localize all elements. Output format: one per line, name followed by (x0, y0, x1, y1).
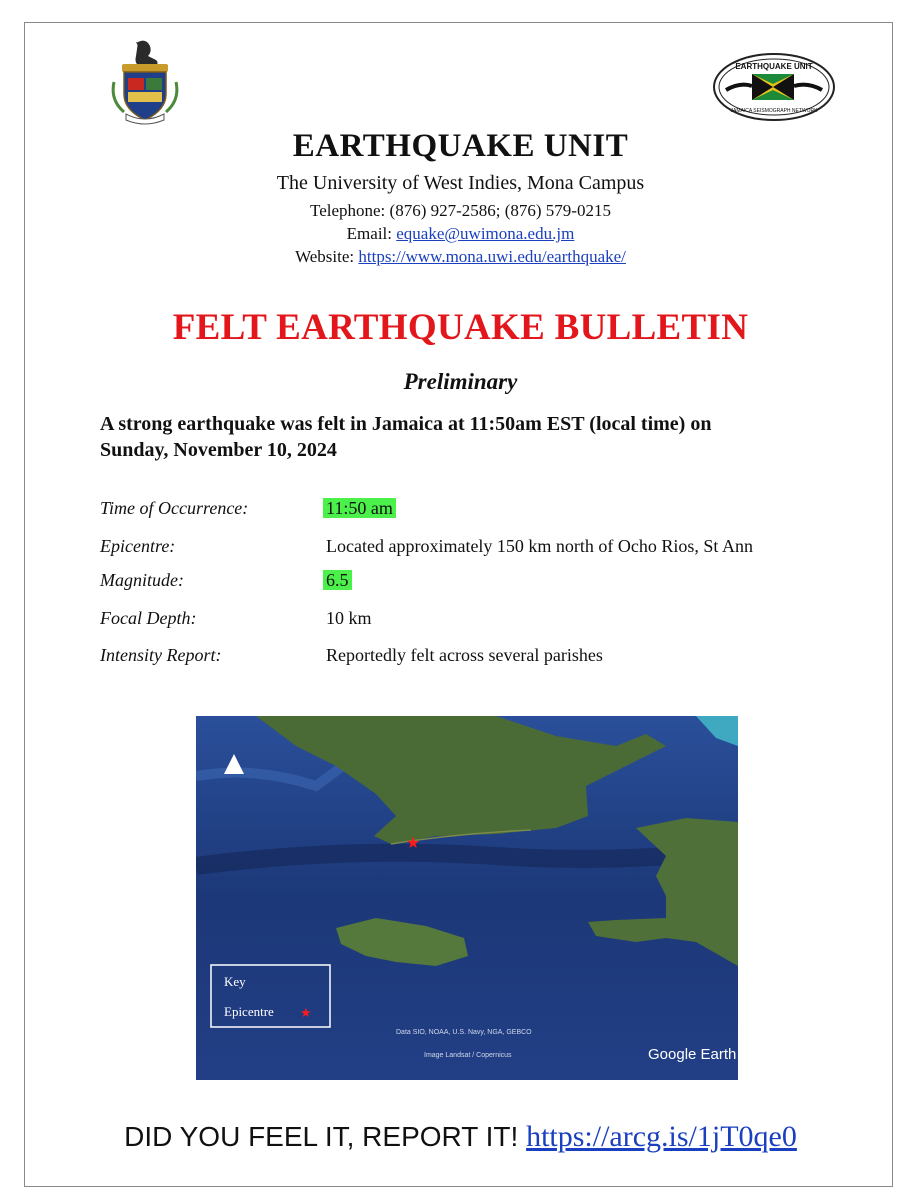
statement-line-1: A strong earthquake was felt in Jamaica at 11:50am EST (local time) on (100, 413, 712, 435)
epicentre-map (196, 716, 738, 1080)
unit-title: EARTHQUAKE UNIT (292, 128, 629, 164)
magnitude-value (326, 570, 352, 591)
email-label: Email: (346, 224, 392, 243)
telephone-line: Telephone: (876) 927-2586; (876) 579-0215 (310, 201, 611, 220)
map-attribution-image: Image Landsat / Copernicus (424, 1052, 512, 1059)
university-name: The University of West Indies, Mona Campus (276, 172, 645, 194)
epicentre-value: Located approximately 150 km north of Ocho Rios, St Ann (326, 536, 753, 556)
magnitude-label: Magnitude: (100, 570, 184, 590)
time-label: Time of Occurrence: (100, 498, 249, 518)
uwi-crest-logo (108, 38, 182, 126)
crest-wreath (122, 64, 168, 72)
pelican-icon (136, 41, 158, 66)
bulletin-statement (100, 411, 840, 463)
email-line (0, 224, 921, 244)
intensity-label: Intensity Report: (100, 645, 222, 665)
depth-value: 10 km (326, 608, 372, 628)
website-label: Website: (295, 247, 355, 266)
map-key-epicentre-label: Epicentre (224, 1004, 274, 1019)
magnitude-value-text: 6.5 (323, 570, 352, 590)
report-link[interactable]: https://arcg.is/1jT0qe0 (526, 1120, 797, 1153)
time-value (326, 498, 396, 519)
report-prompt: DID YOU FEEL IT, REPORT IT! (124, 1121, 519, 1152)
bulletin-title: FELT EARTHQUAKE BULLETIN (172, 307, 749, 348)
website-line (0, 247, 921, 267)
map-key-title: Key (224, 974, 246, 989)
map-graphic (196, 716, 738, 1080)
bulletin-status: Preliminary (403, 369, 518, 394)
jamaica-flag-icon (752, 74, 794, 100)
epicentre-label: Epicentre: (100, 536, 176, 556)
report-footer (0, 1120, 921, 1154)
logo-right-subtext: JAMAICA SEISMOGRAPH NETWORK (730, 108, 818, 114)
intensity-value: Reportedly felt across several parishes (326, 645, 603, 665)
website-link[interactable]: https://www.mona.uwi.edu/earthquake/ (358, 247, 626, 266)
map-key-star-icon: ★ (300, 1005, 312, 1020)
map-attribution-data: Data SIO, NOAA, U.S. Navy, NGA, GEBCO (396, 1029, 532, 1036)
statement-line-2: Sunday, November 10, 2024 (100, 439, 337, 461)
time-value-text: 11:50 am (323, 498, 396, 518)
logo-right-title: EARTHQUAKE UNIT (735, 62, 813, 71)
depth-label: Focal Depth: (100, 608, 197, 628)
earthquake-unit-logo (712, 52, 836, 122)
google-earth-watermark: Google Earth (648, 1046, 737, 1063)
epicentre-star-icon: ★ (405, 835, 421, 852)
email-link[interactable]: equake@uwimona.edu.jm (396, 224, 575, 243)
